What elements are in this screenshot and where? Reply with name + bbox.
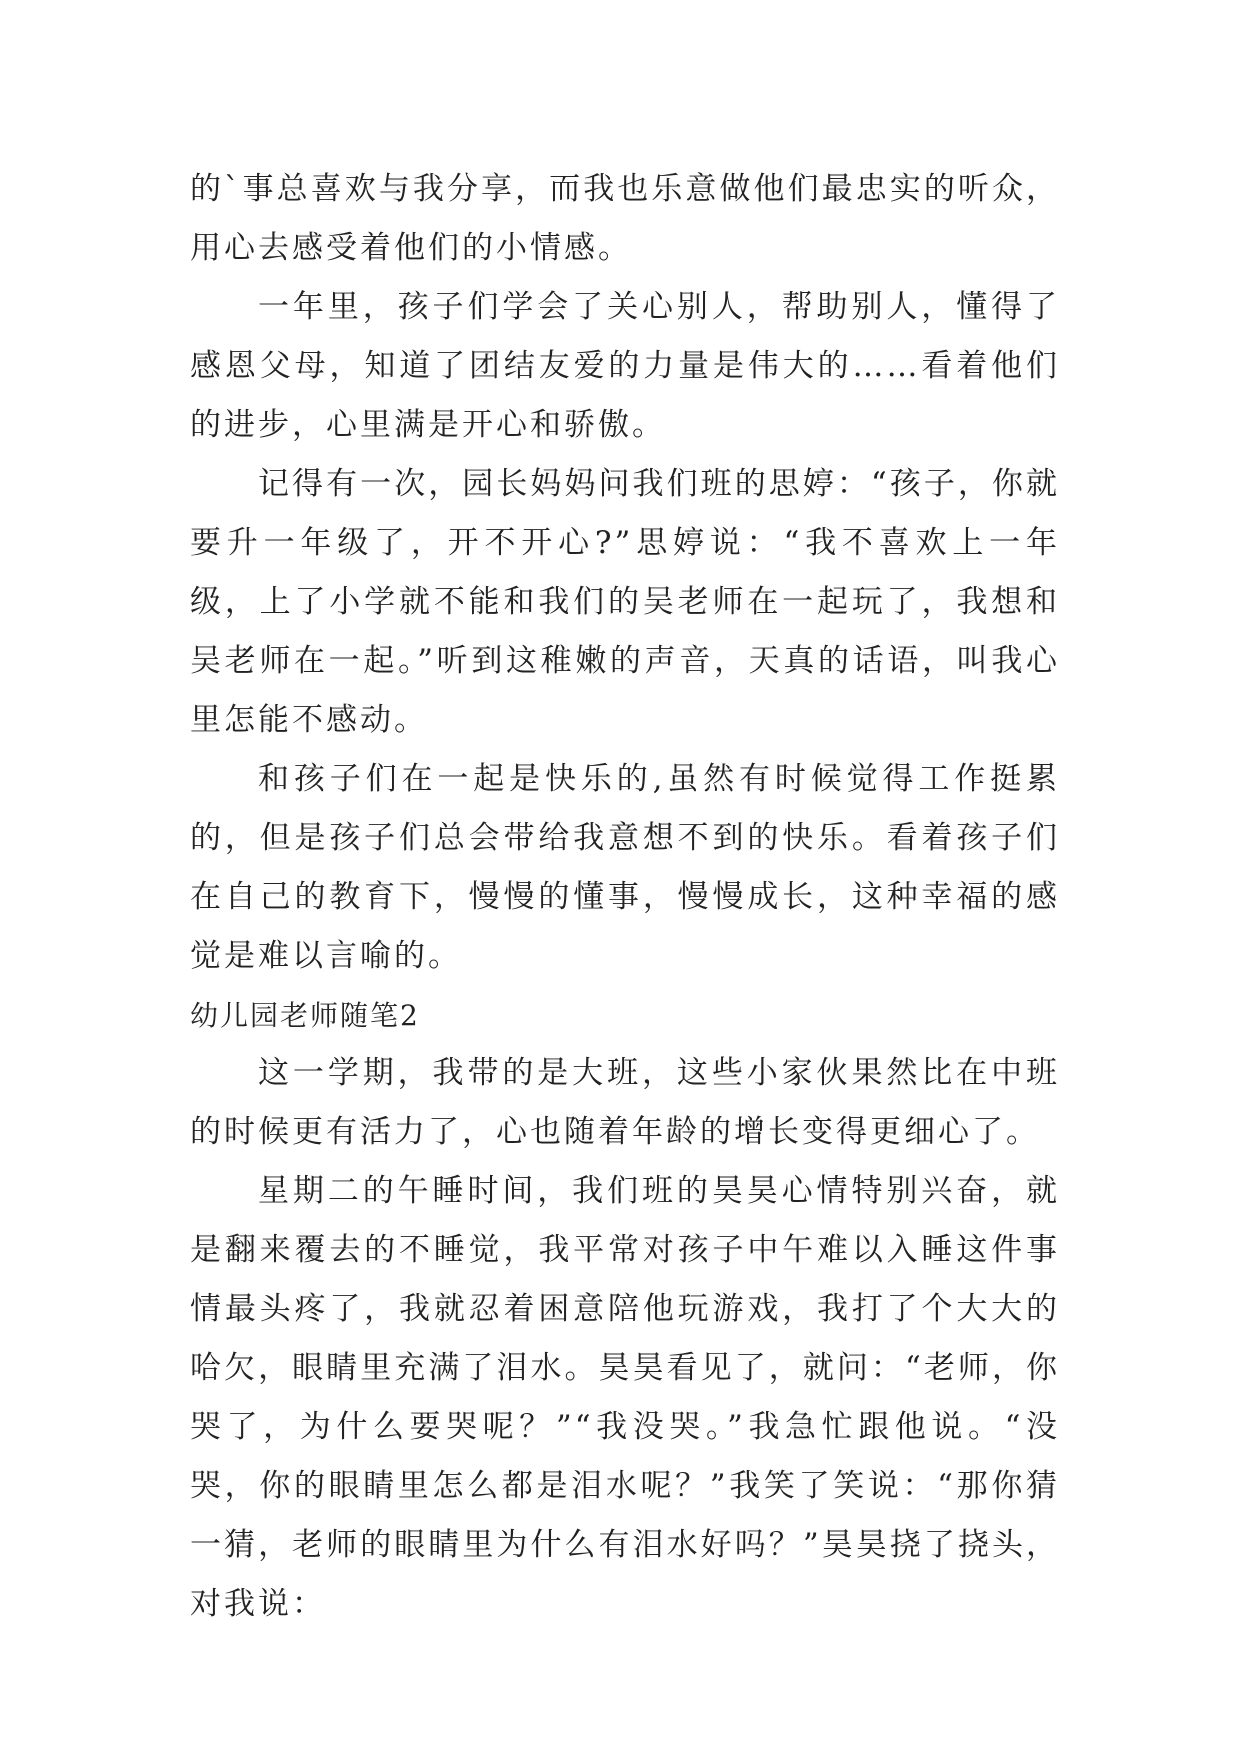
paragraph: 这一学期，我带的是大班，这些小家伙果然比在中班的时候更有活力了，心也随着年龄的增长变得更细心了。 <box>190 1055 1060 1150</box>
paragraph: 记得有一次，园长妈妈问我们班的思婷：“孩子，你就要升一年级了，开不开心?”思婷说：“我不喜欢上一年级，上了小学就不能和我们的吴老师在一起玩了，我想和吴老师在一起。”听到这稚嫩的声音，天真的话语，叫我心里怎能不感动。 <box>190 466 1060 738</box>
paragraph: 一年里，孩子们学会了关心别人，帮助别人，懂得了感恩父母，知道了团结友爱的力量是伟大的……看着他们的进步，心里满是开心和骄傲。 <box>190 289 1060 443</box>
paragraph: 星期二的午睡时间，我们班的昊昊心情特别兴奋，就是翻来覆去的不睡觉，我平常对孩子中午难以入睡这件事情最头疼了，我就忍着困意陪他玩游戏，我打了个大大的哈欠，眼睛里充满了泪水。昊昊看见了，就问：“老师，你哭了，为什么要哭呢？”“我没哭。”我急忙跟他说。“没哭，你的眼睛里怎么都是泪水呢？”我笑了笑说：“那你猜一猜，老师的眼睛里为什么有泪水好吗？”昊昊挠了挠头，对我说： <box>190 1173 1060 1622</box>
section-title: 幼儿园老师随笔2 <box>190 999 420 1032</box>
document-body <box>190 160 1060 1634</box>
paragraph: 和孩子们在一起是快乐的,虽然有时候觉得工作挺累的，但是孩子们总会带给我意想不到的快乐。看着孩子们在自己的教育下，慢慢的懂事，慢慢成长，这种幸福的感觉是难以言喻的。 <box>190 761 1060 974</box>
paragraph-continued: 的`事总喜欢与我分享，而我也乐意做他们最忠实的听众，用心去感受着他们的小情感。 <box>190 171 1060 266</box>
